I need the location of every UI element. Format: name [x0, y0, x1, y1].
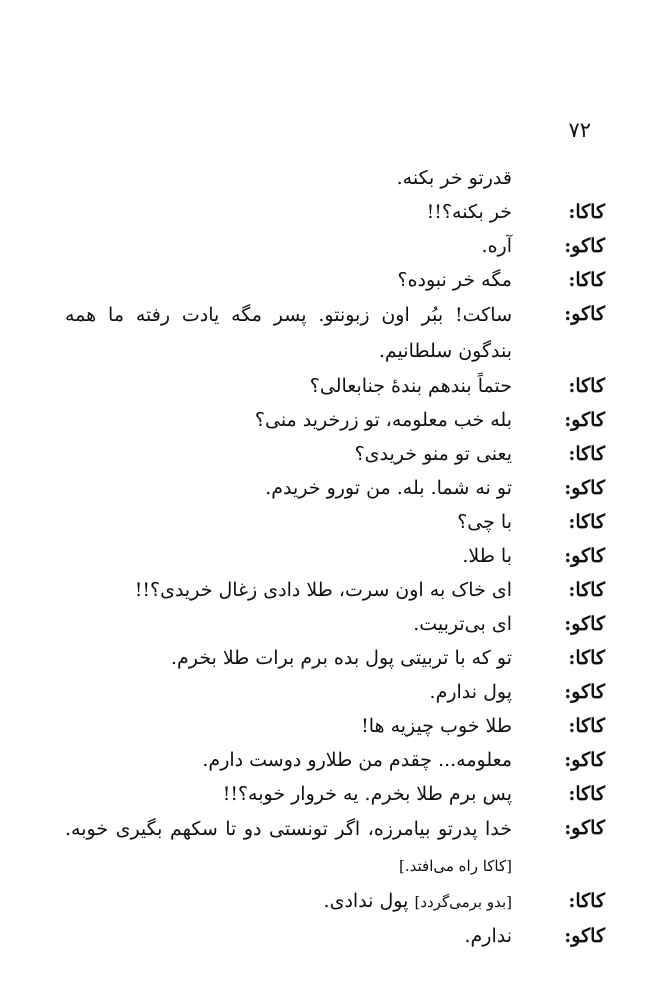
dialogue-line [65, 539, 605, 573]
dialogue-line [65, 437, 605, 471]
dialogue-line [65, 811, 605, 884]
speaker-name: کاکا: [568, 890, 605, 912]
dialogue-line [65, 675, 605, 709]
dialogue-line [65, 505, 605, 539]
dialogue-text: تو نه شما. بله. من تورو خریدم. [265, 477, 512, 499]
dialogue-text: حتماً بندهم بندهٔ جنابعالی؟ [309, 375, 512, 397]
speaker-name: کاکو: [564, 545, 605, 567]
dialogue-text: با طلا. [462, 545, 512, 567]
dialogue-text: یعنی تو منو خریدی؟ [354, 443, 512, 465]
dialogue-text-main: پول ندادی. [323, 890, 409, 912]
speaker-name: کاکا: [568, 511, 605, 533]
speaker-name: کاکو: [564, 477, 605, 499]
dialogue-line [65, 607, 605, 641]
dialogue-line [65, 743, 605, 777]
speaker-name: کاکو: [564, 925, 605, 947]
speaker-name: کاکا: [568, 201, 605, 223]
dialogue-line [65, 884, 605, 919]
dialogue-line [65, 263, 605, 297]
dialogue-line [65, 641, 605, 675]
speaker-name: کاکا: [568, 715, 605, 737]
stage-direction: [کاکا راه می‌افتد.] [399, 857, 512, 875]
speaker-name: کاکا: [568, 375, 605, 397]
stage-direction: [بدو برمی‌گردد] [414, 893, 512, 911]
dialogue-text: قدرتو خر بکنه. [396, 167, 512, 189]
dialogue-line [65, 573, 605, 607]
speaker-name: کاکو: [564, 681, 605, 703]
dialogue-line [65, 919, 605, 953]
dialogue-text: ای بی‌تربیت. [413, 613, 512, 635]
speaker-name: کاکو: [564, 749, 605, 771]
dialogue-text: با چی؟ [457, 511, 512, 533]
speaker-name: کاکو: [564, 303, 605, 325]
page-number: ۷۲ [568, 118, 591, 142]
speaker-name: کاکا: [568, 783, 605, 805]
speaker-name: کاکا: [568, 579, 605, 601]
dialogue-text: ندارم. [464, 925, 512, 947]
dialogue-line [65, 471, 605, 505]
dialogue-text: ای خاک به اون سرت، طلا دادی زغال خریدی؟!! [134, 579, 512, 601]
dialogue-block [65, 161, 605, 953]
speaker-name: کاکو: [564, 409, 605, 431]
dialogue-line [65, 777, 605, 811]
speaker-name: کاکا: [568, 647, 605, 669]
dialogue-text: ساکت! ببُر اون زبونتو. پسر مگه یادت رفته ما همه بندگون سلطانیم. [65, 304, 512, 362]
dialogue-text-main: خدا پدرتو بیامرزه، اگر تونستی دو تا سکهم بگیری خوبه. [65, 818, 512, 840]
dialogue-line [65, 195, 605, 229]
speaker-name: کاکا: [568, 443, 605, 465]
dialogue-text: بله خب معلومه، تو زرخرید منی؟ [254, 409, 512, 431]
dialogue-text: خر بکنه؟!! [426, 201, 512, 223]
dialogue-line [65, 369, 605, 403]
speaker-name: کاکو: [564, 817, 605, 839]
dialogue-text [65, 884, 512, 919]
dialogue-text: مگه خر نبوده؟ [397, 269, 512, 291]
speaker-name: کاکو: [564, 613, 605, 635]
dialogue-line [65, 161, 605, 195]
speaker-name: کاکو: [564, 235, 605, 257]
dialogue-text: تو که با تربیتی پول بده برم برات طلا بخرم. [170, 647, 512, 669]
dialogue-text: معلومه... چقدم من طلارو دوست دارم. [202, 749, 512, 771]
dialogue-line [65, 403, 605, 437]
speaker-name: کاکا: [568, 269, 605, 291]
dialogue-text: پول ندارم. [429, 681, 512, 703]
dialogue-text: پس برم طلا بخرم. یه خروار خوبه؟!! [222, 783, 512, 805]
dialogue-text: آره. [481, 235, 512, 257]
dialogue-line [65, 229, 605, 263]
dialogue-line [65, 709, 605, 743]
dialogue-text: طلا خوب چیزیه ها! [361, 715, 512, 737]
dialogue-text [65, 811, 512, 884]
dialogue-line [65, 297, 605, 369]
